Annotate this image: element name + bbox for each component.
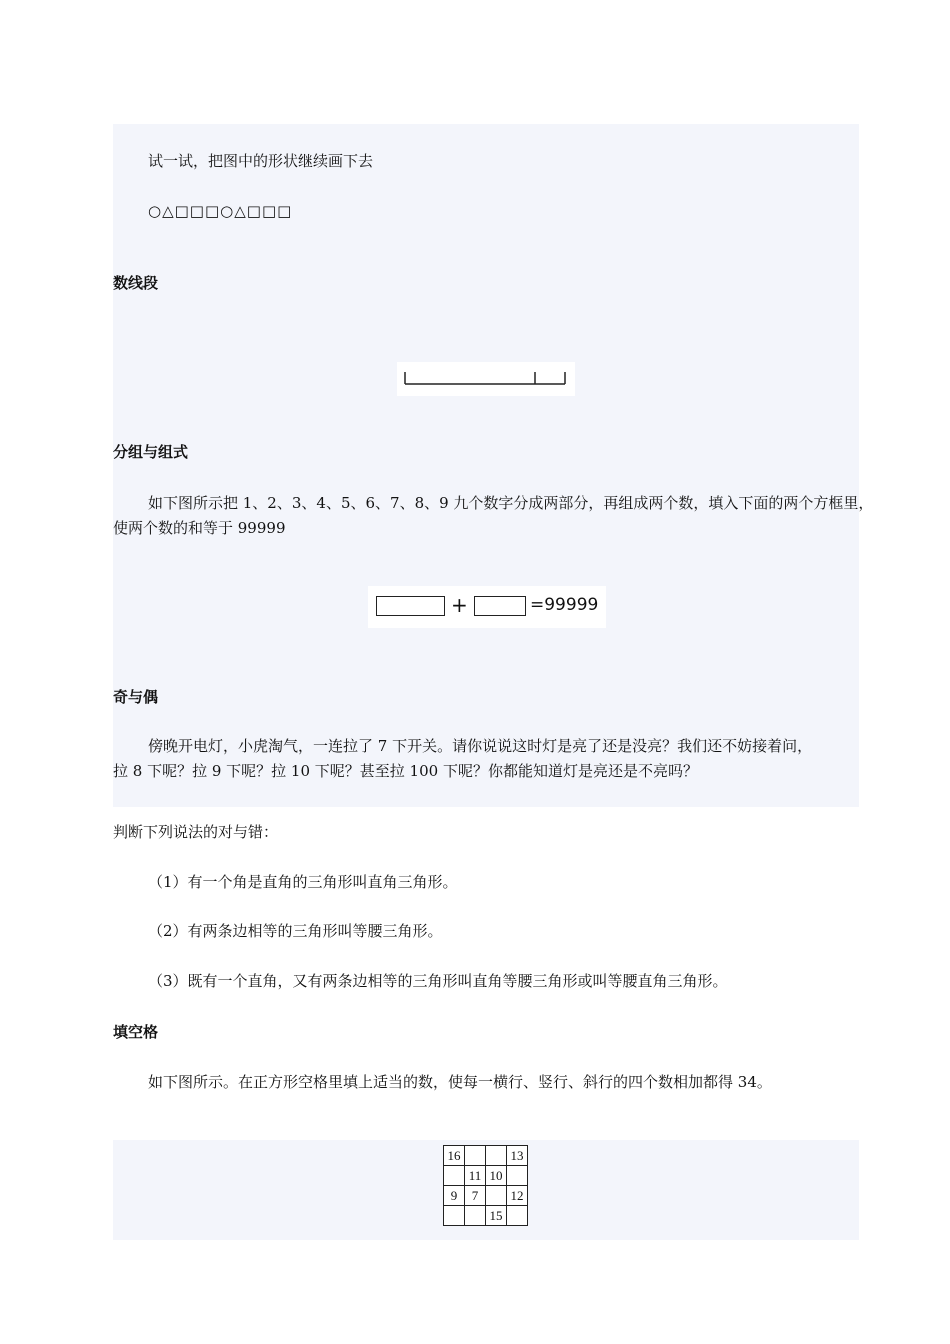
pattern-instruction: 试一试，把图中的形状继续画下去 — [148, 152, 374, 170]
grid-cell — [444, 1206, 465, 1226]
grouping-text-line1: 如下图所示把 1、2、3、4、5、6、7、8、9 九个数字分成两部分，再组成两个数，填入下面的两个方框里， — [148, 494, 874, 512]
sum-result: =99999 — [530, 595, 599, 615]
grid-row — [444, 1146, 528, 1166]
magic-square-grid — [443, 1145, 528, 1226]
heading-odd-even: 奇与偶 — [113, 688, 159, 706]
grid-cell: 16 — [444, 1146, 465, 1166]
grid-cell — [507, 1206, 528, 1226]
shaded-band-top — [113, 124, 859, 807]
judge-item-2: （2）有两条边相等的三角形叫等腰三角形。 — [148, 922, 443, 940]
grid-cell — [486, 1186, 507, 1206]
grid-cell — [486, 1146, 507, 1166]
shape-pattern: ○△□□□○△□□□ — [148, 202, 293, 220]
answer-box-right — [474, 596, 526, 616]
grid-cell — [465, 1206, 486, 1226]
fill-grid-instruction: 如下图所示。在正方形空格里填上适当的数，使每一横行、竖行、斜行的四个数相加都得 34。 — [148, 1073, 772, 1091]
grid-row — [444, 1206, 528, 1226]
line-segment-drawing — [397, 362, 575, 396]
grid-cell: 13 — [507, 1146, 528, 1166]
judge-intro: 判断下列说法的对与错： — [113, 823, 279, 841]
answer-box-left — [376, 596, 445, 616]
grid-cell: 7 — [465, 1186, 486, 1206]
grid-cell: 11 — [465, 1166, 486, 1186]
grid-cell: 12 — [507, 1186, 528, 1206]
sum-figure — [368, 586, 606, 628]
grid-cell: 9 — [444, 1186, 465, 1206]
grid-cell: 15 — [486, 1206, 507, 1226]
grid-row — [444, 1166, 528, 1186]
heading-grouping: 分组与组式 — [113, 443, 189, 461]
grid-cell — [444, 1166, 465, 1186]
judge-item-1: （1）有一个角是直角的三角形叫直角三角形。 — [148, 873, 458, 891]
grid-cell: 10 — [486, 1166, 507, 1186]
heading-number-line: 数线段 — [113, 274, 159, 292]
judge-item-3: （3）既有一个直角，又有两条边相等的三角形叫直角等腰三角形或叫等腰直角三角形。 — [148, 972, 728, 990]
odd-even-text-line2: 拉 8 下呢？拉 9 下呢？拉 10 下呢？甚至拉 100 下呢？你都能知道灯是亮还是不亮吗？ — [113, 762, 698, 780]
grid-cell — [465, 1146, 486, 1166]
plus-sign: + — [451, 593, 468, 617]
grid-cell — [507, 1166, 528, 1186]
heading-fill-grid: 填空格 — [113, 1023, 159, 1041]
grid-row — [444, 1186, 528, 1206]
odd-even-text-line1: 傍晚开电灯，小虎淘气，一连拉了 7 下开关。请你说说这时灯是亮了还是没亮？我们还不妨接着问， — [148, 737, 813, 755]
grouping-text-line2: 使两个数的和等于 99999 — [113, 519, 286, 537]
line-segment-figure — [397, 362, 575, 396]
